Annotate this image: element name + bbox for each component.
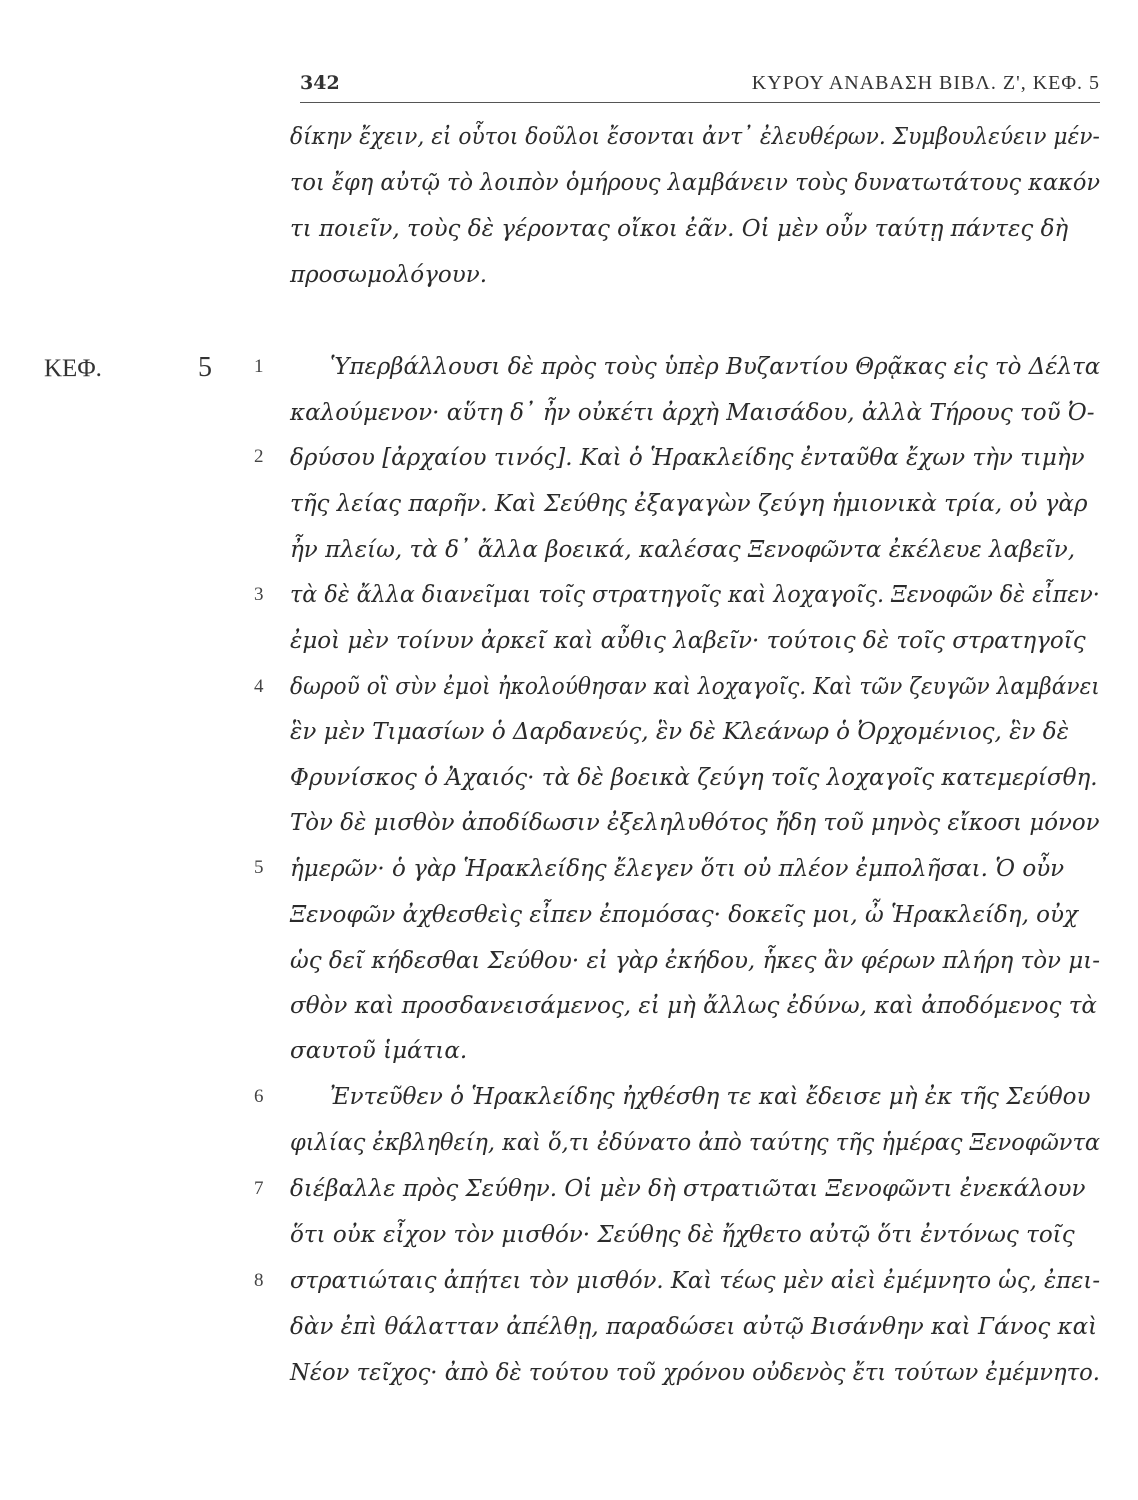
text-line: δρύσου [ἀρχαίου τινός]. Καὶ ὁ Ἡρακλείδης ἐνταῦθα ἔχων τὴν τιμὴν [290,445,1085,471]
text-line: ἦν πλείω, τὰ δ᾽ ἄλλα βοεικά, καλέσας Ξενοφῶντα ἐκέλευε λαβεῖν, [290,537,1076,563]
running-header [300,68,1100,103]
text-line: ὡς δεῖ κήδεσθαι Σεύθου· εἰ γὰρ ἐκήδου, ἧκες ἂν φέρων πλήρη τὸν μι- [290,948,1101,974]
section-number: 4 [254,676,264,697]
text-line: καλούμενον· αὕτη δ᾽ ἦν οὐκέτι ἀρχὴ Μαισάδου, ἀλλὰ Τήρους τοῦ Ὀ- [290,400,1095,426]
text-line: δωροῦ οἳ σὺν ἐμοὶ ἠκολούθησαν καὶ λοχαγοῖς. Καὶ τῶν ζευγῶν λαμβάνει [290,674,1100,700]
text-line: τῆς λείας παρῆν. Καὶ Σεύθης ἐξαγαγὼν ζεύγη ἡμιονικὰ τρία, οὐ γὰρ [290,491,1088,517]
section-number: 2 [254,446,264,467]
section-number: 8 [254,1270,264,1291]
text-line: ὅτι οὐκ εἶχον τὸν μισθόν· Σεύθης δὲ ἤχθετο αὐτῷ ὅτι ἐντόνως τοῖς [290,1222,1075,1248]
text-line: ἡμερῶν· ὁ γὰρ Ἡρακλείδης ἔλεγεν ὅτι οὐ πλέον ἐμπολῆσαι. Ὁ οὖν [290,856,1065,882]
text-line: Ἐντεῦθεν ὁ Ἡρακλείδης ἠχθέσθη τε καὶ ἔδεισε μὴ ἐκ τῆς Σεύθου [330,1084,1091,1110]
text-line: ἐμοὶ μὲν τοίνυν ἀρκεῖ καὶ αὖθις λαβεῖν· τούτοις δὲ τοῖς στρατηγοῖς [290,628,1086,654]
text-line: Φρυνίσκος ὁ Ἀχαιός· τὰ δὲ βοεικὰ ζεύγη τοῖς λοχαγοῖς κατεμερίσθη. [290,765,1098,791]
running-title: ΚΥΡΟΥ ΑΝΑΒΑΣΗ ΒΙΒΛ. Ζ', ΚΕΦ. 5 [751,72,1100,94]
section-number: 7 [254,1178,264,1199]
page-number: 342 [300,72,340,94]
chapter-number: 5 [198,352,212,383]
text-line: δίκην ἔχειν, εἰ οὗτοι δοῦλοι ἔσονται ἀντ᾽ ἐλευθέρων. Συμβουλεύειν μέν- [290,124,1100,150]
text-line: Ὑπερβάλλουσι δὲ πρὸς τοὺς ὑπὲρ Βυζαντίου Θρᾷκας εἰς τὸ Δέλτα [330,354,1101,380]
text-line: Νέον τεῖχος· ἀπὸ δὲ τούτου τοῦ χρόνου οὐδενὸς ἔτι τούτων ἐμέμνητο. [290,1360,1100,1386]
text-line: φιλίας ἐκβληθείη, καὶ ὅ,τι ἐδύνατο ἀπὸ ταύτης τῆς ἡμέρας Ξενοφῶντα [290,1130,1101,1156]
text-line: στρατιώταις ἀπῄτει τὸν μισθόν. Καὶ τέως μὲν αἰεὶ ἐμέμνητο ὡς, ἐπει- [290,1268,1101,1294]
text-line: προσωμολόγουν. [290,262,488,288]
text-line: ἓν μὲν Τιμασίων ὁ Δαρδανεύς, ἓν δὲ Κλεάνωρ ὁ Ὀρχομένιος, ἓν δὲ [290,719,1069,745]
text-line: Ξενοφῶν ἀχθεσθεὶς εἶπεν ἐπομόσας· δοκεῖς μοι, ὦ Ἡρακλείδη, οὐχ [290,902,1078,928]
text-line: διέβαλλε πρὸς Σεύθην. Οἱ μὲν δὴ στρατιῶται Ξενοφῶντι ἐνεκάλουν [290,1176,1086,1202]
chapter-label: ΚΕΦ. [44,355,102,382]
text-line: Τὸν δὲ μισθὸν ἀποδίδωσιν ἐξεληλυθότος ἤδη τοῦ μηνὸς εἴκοσι μόνον [290,810,1100,836]
section-number: 1 [254,356,264,377]
section-number: 3 [254,584,264,605]
text-line: τὰ δὲ ἄλλα διανεῖμαι τοῖς στρατηγοῖς καὶ λοχαγοῖς. Ξενοφῶν δὲ εἶπεν· [290,582,1100,608]
section-number: 6 [254,1086,264,1107]
text-line: δὰν ἐπὶ θάλατταν ἀπέλθῃ, παραδώσει αὐτῷ Βισάνθην καὶ Γάνος καὶ [290,1314,1098,1340]
text-line: σθὸν καὶ προσδανεισάμενος, εἰ μὴ ἄλλως ἐδύνω, καὶ ἀποδόμενος τὰ [290,993,1097,1019]
text-line: σαυτοῦ ἱμάτια. [290,1038,468,1064]
section-number: 5 [254,857,264,878]
text-line: τι ποιεῖν, τοὺς δὲ γέροντας οἴκοι ἐᾶν. Οἱ μὲν οὖν ταύτῃ πάντες δὴ [290,216,1069,242]
text-line: τοι ἔφη αὐτῷ τὸ λοιπὸν ὁμήρους λαμβάνειν τοὺς δυνατωτάτους κακόν [290,170,1101,196]
